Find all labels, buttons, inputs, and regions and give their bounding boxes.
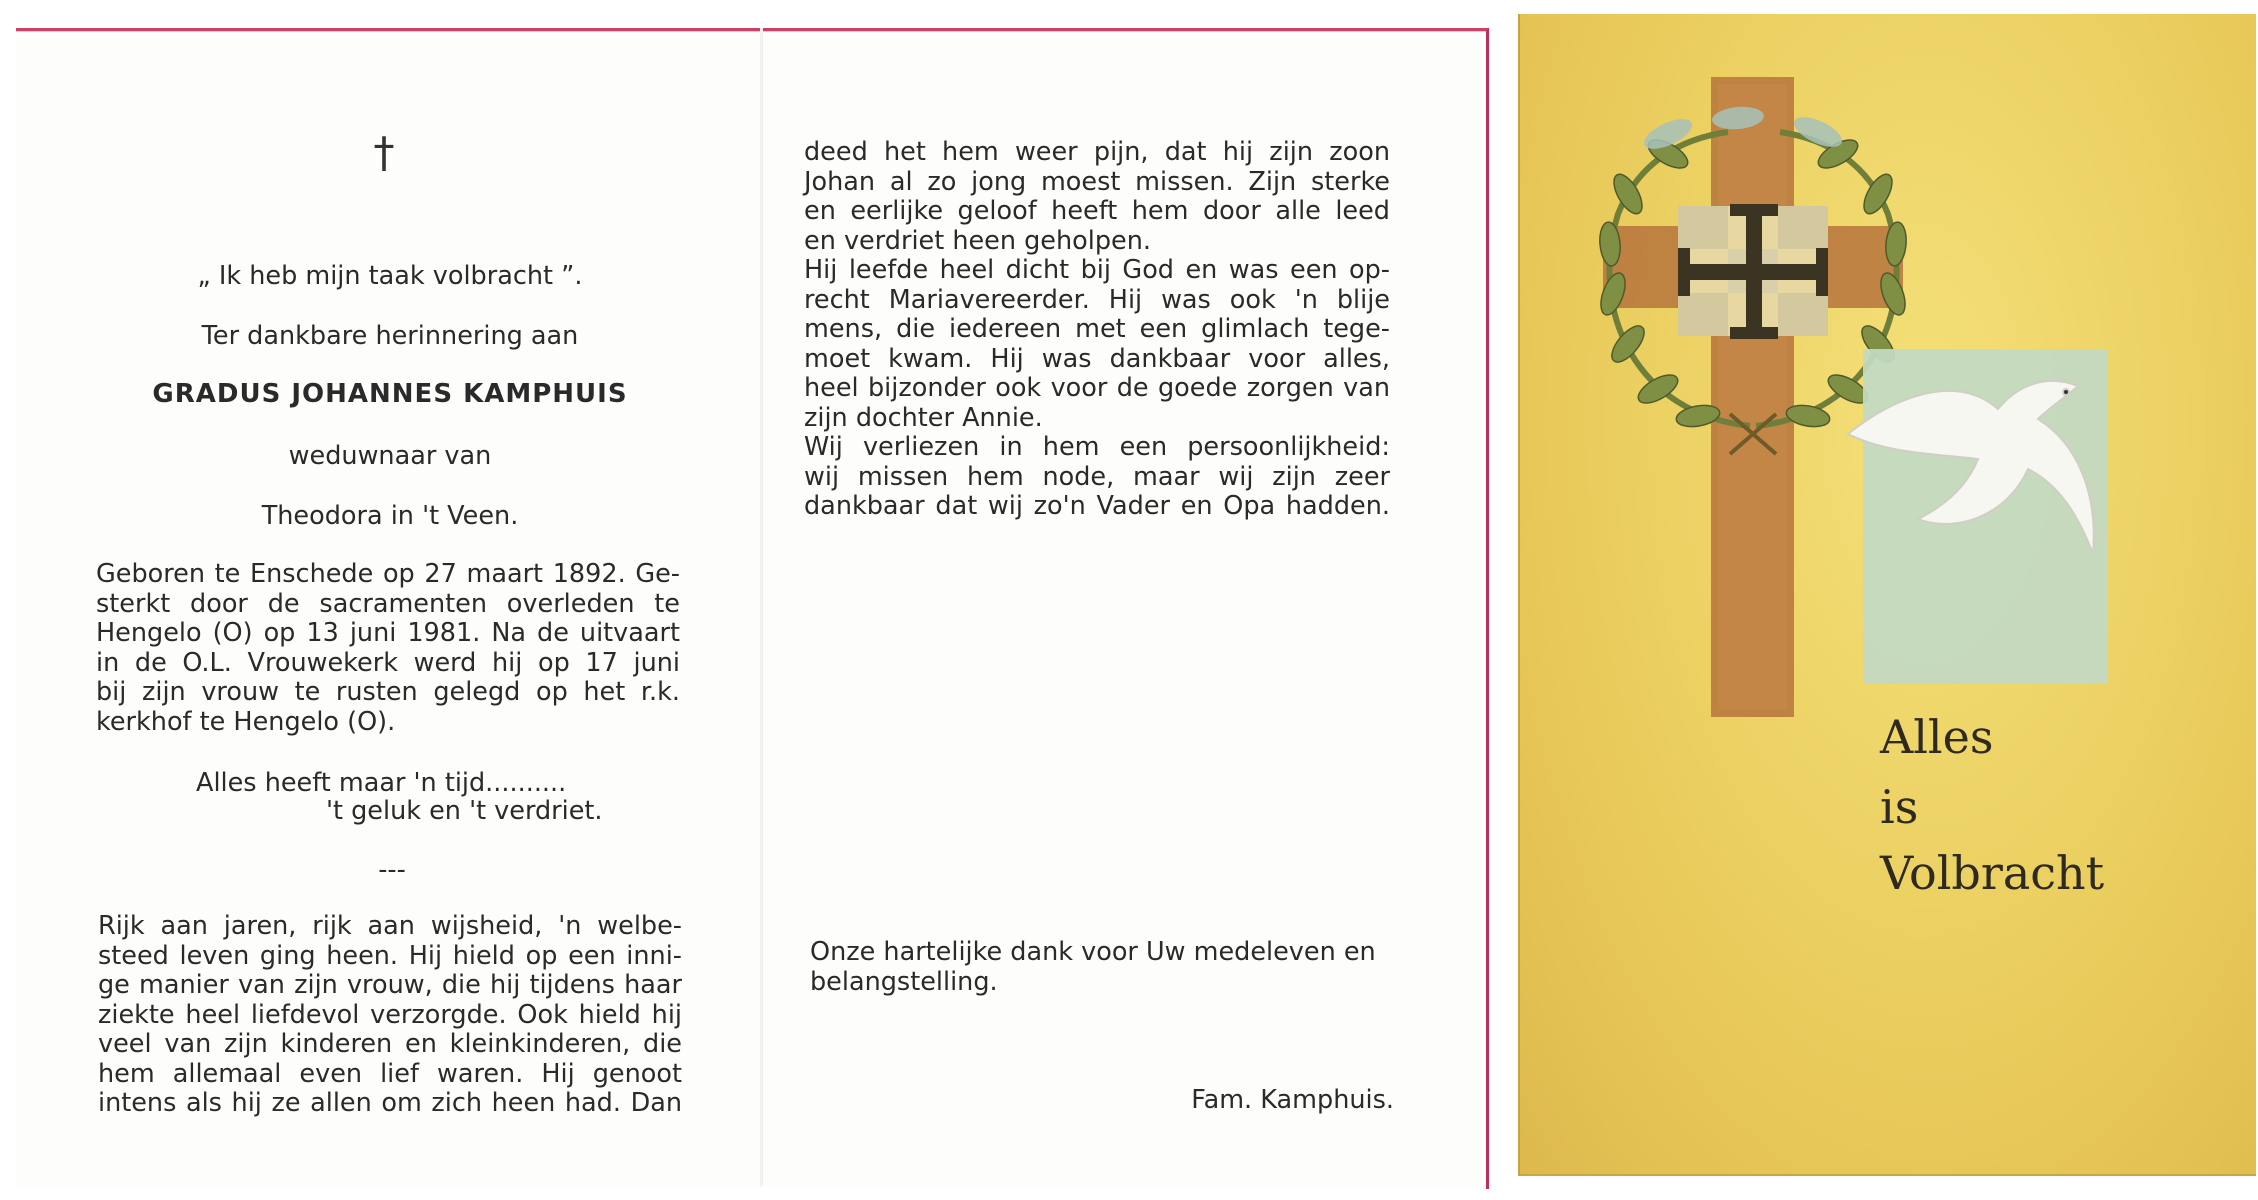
tribute (98, 912, 682, 1119)
bio-line: bij zijn vrouw te rusten gelegd op het r.k. (96, 677, 680, 707)
text-line: heel bijzonder ook voor de goede zorgen van (804, 373, 1390, 403)
thanks-line: Onze hartelijke dank voor Uw medeleven en (810, 937, 1376, 967)
text-line: Wij verliezen in hem een persoonlijkheid: (804, 432, 1390, 462)
tribute-line: ge manier van zijn vrouw, die hij tijdens haar (98, 970, 682, 1000)
tribute-continued (804, 138, 1390, 522)
deceased-name: GRADUS JOHANNES KAMPHUIS (152, 379, 628, 409)
saying-line-1: Alles heeft maar 'n tijd.......... (196, 768, 567, 798)
cover-title-line-1: Alles (1880, 710, 1994, 764)
saying-line-2: 't geluk en 't verdriet. (326, 796, 603, 826)
card-fold (760, 28, 763, 1186)
tribute-line: Rijk aan jaren, rijk aan wijsheid, 'n welbe- (98, 911, 682, 941)
tribute-line: intens als hij ze allen om zich heen had. Dan (98, 1088, 682, 1118)
text-line: wij missen hem node, maar wij zijn zeer (804, 461, 1390, 492)
text-line: dankbaar dat wij zo'n Vader en Opa hadden. (804, 491, 1390, 521)
bio-line: sterkt door de sacramenten overleden te (96, 588, 680, 619)
cover-title-line-3: Volbracht (1880, 846, 2105, 900)
text-line: Johan al zo jong moest missen. Zijn sterke (804, 166, 1390, 197)
bio-line: Hengelo (O) op 13 juni 1981. Na de uitvaart (96, 618, 680, 648)
text-line: en eerlijke geloof heeft hem door alle leed (804, 196, 1390, 226)
tribute-line: hem allemaal even lief waren. Hij genoot (98, 1058, 682, 1089)
text-line: deed het hem weer pijn, dat hij zijn zoon (804, 137, 1390, 167)
text-line: zijn dochter Annie. (804, 402, 1043, 433)
cross-symbol: † (373, 128, 395, 177)
spouse-name: Theodora in 't Veen. (261, 501, 519, 531)
thanks-line: belangstelling. (810, 966, 998, 997)
widower-of: weduwnaar van (288, 441, 492, 471)
bio-line: kerkhof te Hengelo (O). (96, 706, 396, 737)
text-line: moet kwam. Hij was dankbaar voor alles, (804, 343, 1390, 374)
tribute-line: ziekte heel liefdevol verzorgde. Ook hield hij (98, 999, 682, 1030)
cross-center-icon (1678, 204, 1828, 339)
text-line: Hij leefde heel dicht bij God en was een op- (804, 255, 1390, 285)
quote: „ Ik heb mijn taak volbracht ”. (197, 261, 583, 291)
dedication: Ter dankbare herinnering aan (201, 321, 579, 351)
tribute-line: veel van zijn kinderen en kleinkinderen, die (98, 1029, 682, 1059)
text-line: en verdriet heen geholpen. (804, 225, 1151, 256)
cover-title-line-2: is (1880, 780, 1919, 834)
cover-illustration (1518, 14, 2254, 1174)
text-line: mens, die iedereen met een glimlach tege- (804, 314, 1390, 344)
family-signature: Fam. Kamphuis. (1191, 1085, 1394, 1115)
separator: --- (378, 855, 406, 885)
bio-line: Geboren te Enschede op 27 maart 1892. Ge- (96, 559, 680, 589)
text-line: recht Mariavereerder. Hij was ook 'n blije (804, 284, 1390, 315)
tribute-line: steed leven ging heen. Hij hield op een inni- (98, 940, 682, 971)
biography (96, 560, 680, 737)
thanks (810, 938, 1400, 997)
bio-line: in de O.L. Vrouwekerk werd hij op 17 juni (96, 647, 680, 678)
